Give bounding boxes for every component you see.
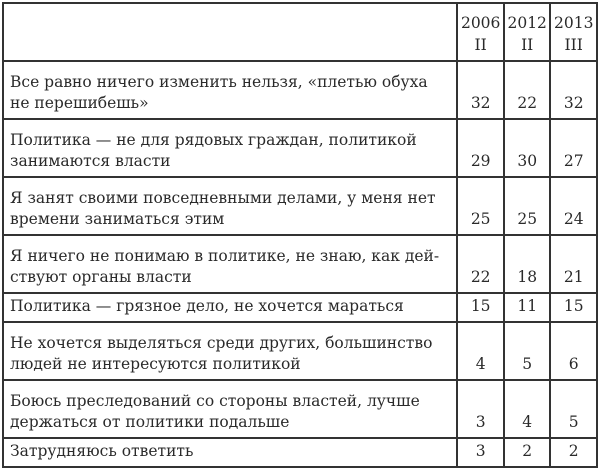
value-cell: 4 — [504, 380, 551, 438]
value-cell: 2 — [504, 438, 551, 467]
row-label: Я занят своими повседневными делами, у меня нет времени заниматься этим — [3, 177, 457, 235]
value-cell: 32 — [550, 61, 597, 119]
value-cell: 32 — [457, 61, 504, 119]
value-cell: 15 — [550, 293, 597, 322]
year-label: 2006 — [460, 14, 501, 32]
header-row — [3, 3, 597, 61]
wave-label: II — [474, 36, 487, 54]
wave-label: III — [564, 36, 583, 54]
value-cell: 2 — [550, 438, 597, 467]
value-cell: 27 — [550, 119, 597, 177]
value-cell: 3 — [457, 438, 504, 467]
row-label: Политика — грязное дело, не хочется мараться — [3, 293, 457, 322]
year-label: 2012 — [507, 14, 547, 32]
row-label: Все равно ничего изменить нельзя, «плетью обуха не перешибешь» — [3, 61, 457, 119]
row-label: Затрудняюсь ответить — [3, 438, 457, 467]
table-row — [3, 380, 597, 438]
value-cell: 11 — [504, 293, 551, 322]
value-cell: 3 — [457, 380, 504, 438]
table-row — [3, 322, 597, 380]
header-empty-cell — [3, 3, 457, 61]
table-row — [3, 438, 597, 467]
value-cell: 30 — [504, 119, 551, 177]
value-cell: 25 — [504, 177, 551, 235]
value-cell: 25 — [457, 177, 504, 235]
header-2013 — [550, 3, 597, 61]
value-cell: 5 — [504, 322, 551, 380]
value-cell: 15 — [457, 293, 504, 322]
header-2006 — [457, 3, 504, 61]
value-cell: 6 — [550, 322, 597, 380]
value-cell: 4 — [457, 322, 504, 380]
wave-label: II — [521, 36, 534, 54]
value-cell: 22 — [504, 61, 551, 119]
table-row — [3, 235, 597, 293]
value-cell: 22 — [457, 235, 504, 293]
table-row — [3, 119, 597, 177]
value-cell: 24 — [550, 177, 597, 235]
row-label: Я ничего не понимаю в политике, не знаю, как действуют органы власти — [3, 235, 457, 293]
value-cell: 29 — [457, 119, 504, 177]
table-row — [3, 177, 597, 235]
table-row — [3, 293, 597, 322]
header-2012 — [504, 3, 551, 61]
survey-table — [2, 2, 598, 468]
value-cell: 21 — [550, 235, 597, 293]
row-label: Политика — не для рядовых граждан, политикой занимаются власти — [3, 119, 457, 177]
year-label: 2013 — [554, 14, 594, 32]
row-label: Не хочется выделяться среди других, большинство людей не интересуются политикой — [3, 322, 457, 380]
row-label: Боюсь преследований со стороны властей, лучше держаться от политики подальше — [3, 380, 457, 438]
value-cell: 18 — [504, 235, 551, 293]
table-row — [3, 61, 597, 119]
value-cell: 5 — [550, 380, 597, 438]
